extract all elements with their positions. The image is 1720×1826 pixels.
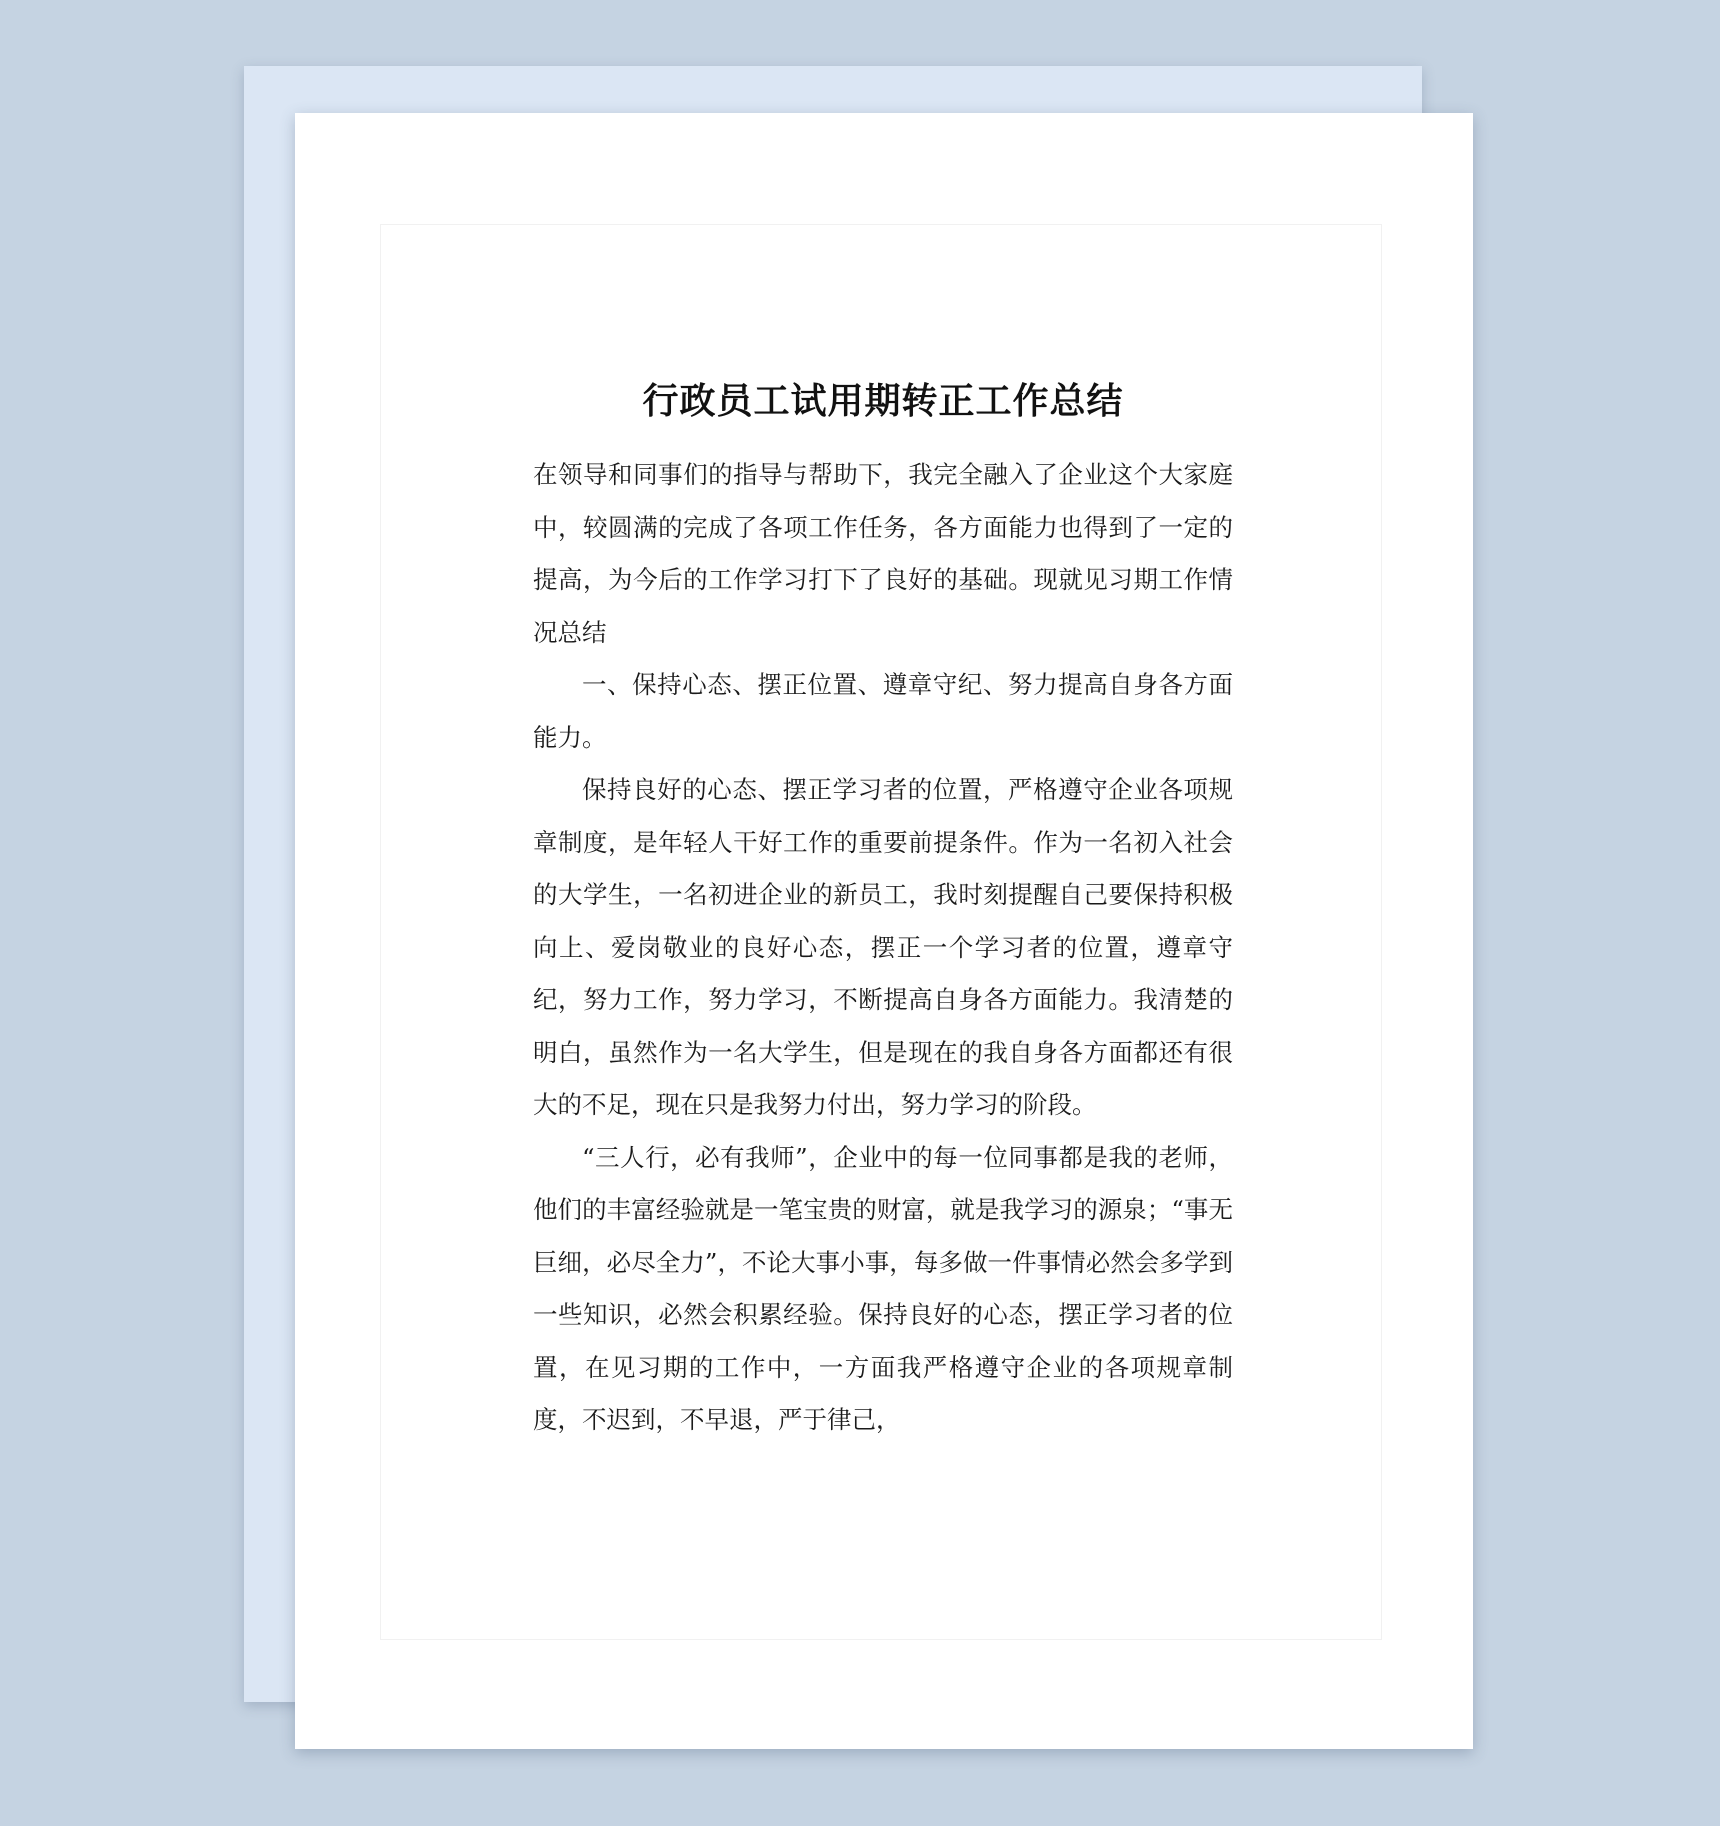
- paragraph-section-heading: 一、保持心态、摆正位置、遵章守纪、努力提高自身各方面能力。: [533, 670, 1233, 752]
- paragraph-intro: 在领导和同事们的指导与帮助下，我完全融入了企业这个大家庭中，较圆满的完成了各项工作任务，各方面能力也得到了一定的提高，为今后的工作学习打下了良好的基础。现就见习期工作情况总结: [533, 460, 1233, 647]
- paragraph-learning: “三人行，必有我师”，企业中的每一位同事都是我的老师，他们的丰富经验就是一笔宝贵的财富，就是我学习的源泉；“事无巨细，必尽全力”，不论大事小事，每多做一件事情必然会多学到一些知识，必然会积累经验。保持良好的心态，摆正学习者的位置，在见习期的工作中，一方面我严格遵守企业的各项规章制度，不迟到，不早退，严于律己，: [533, 1142, 1233, 1434]
- document-page: [295, 113, 1473, 1749]
- document-title: 行政员工试用期转正工作总结: [642, 381, 1124, 422]
- document-body: [533, 449, 1233, 1447]
- paragraph-attitude: 保持良好的心态、摆正学习者的位置，严格遵守企业各项规章制度，是年轻人干好工作的重要前提条件。作为一名初入社会的大学生，一名初进企业的新员工，我时刻提醒自己要保持积极向上、爱岗敬业的良好心态，摆正一个学习者的位置，遵章守纪，努力工作，努力学习，不断提高自身各方面能力。我清楚的明白，虽然作为一名大学生，但是现在的我自身各方面都还有很大的不足，现在只是我努力付出，努力学习的阶段。: [533, 775, 1233, 1119]
